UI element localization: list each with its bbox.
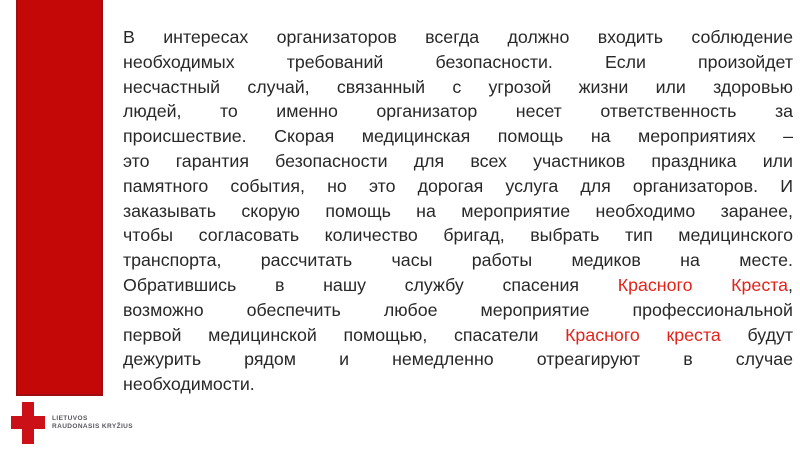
paragraph-text: необходимости. [123, 374, 255, 395]
paragraph-line [123, 75, 793, 100]
paragraph-text: необходимых требований безопасности. Если произойдет [123, 51, 793, 72]
logo-org-name: RAUDONASIS KRYŽIUS [52, 423, 133, 430]
paragraph-text: происшествие. Скорая медицинская помощь на мероприятиях – [123, 126, 793, 147]
red-cross-icon [11, 402, 45, 444]
red-cross-icon-horizontal-arm [11, 416, 45, 429]
paragraph-line [123, 99, 793, 124]
paragraph-text: чтобы согласовать количество бригад, выбрать тип медицинского [123, 225, 793, 246]
paragraph-text: Обратившись в нашу службу спасения [123, 274, 618, 295]
red-highlight-text: Красного Креста [617, 274, 789, 295]
paragraph-line [123, 323, 793, 348]
paragraph-line [123, 223, 793, 248]
paragraph-line [123, 372, 793, 397]
paragraph-line [123, 50, 793, 75]
paragraph-text: первой медицинской помощью, спасатели [123, 324, 566, 345]
paragraph-text: памятного события, но это дорогая услуга для организаторов. И [123, 175, 793, 196]
paragraph-text: несчастный случай, связанный с угрозой жизни или здоровью [123, 76, 793, 97]
paragraph-line [123, 149, 793, 174]
paragraph-text: возможно обеспечить любое мероприятие профессиональной [123, 299, 793, 320]
paragraph-line [123, 174, 793, 199]
red-cross-logo [11, 402, 133, 444]
logo-org-country: LIETUVOS [52, 415, 88, 422]
paragraph-text: , [788, 274, 793, 295]
paragraph-line [123, 199, 793, 224]
paragraph-text: дежурить рядом и немедленно отреагируют в случае [123, 349, 793, 370]
body-paragraph [123, 25, 793, 397]
paragraph-text: транспорта, рассчитать часы работы медиков на месте. [123, 250, 793, 271]
paragraph-line [123, 347, 793, 372]
paragraph-line [123, 273, 793, 298]
paragraph-text: заказывать скорую помощь на мероприятие необходимо заранее, [123, 200, 793, 221]
paragraph-text: это гарантия безопасности для всех участников праздника или [123, 150, 793, 171]
logo-text [52, 415, 133, 431]
paragraph-line [123, 124, 793, 149]
paragraph-text: людей, то именно организатор несет ответственность за [123, 101, 793, 122]
red-highlight-text: Красного креста [565, 324, 721, 345]
paragraph-line [123, 248, 793, 273]
paragraph-line [123, 298, 793, 323]
decorative-red-bar [16, 0, 103, 396]
paragraph-text: В интересах организаторов всегда должно входить соблюдение [123, 27, 793, 47]
paragraph-line [123, 25, 793, 50]
paragraph-text: будут [720, 324, 793, 345]
